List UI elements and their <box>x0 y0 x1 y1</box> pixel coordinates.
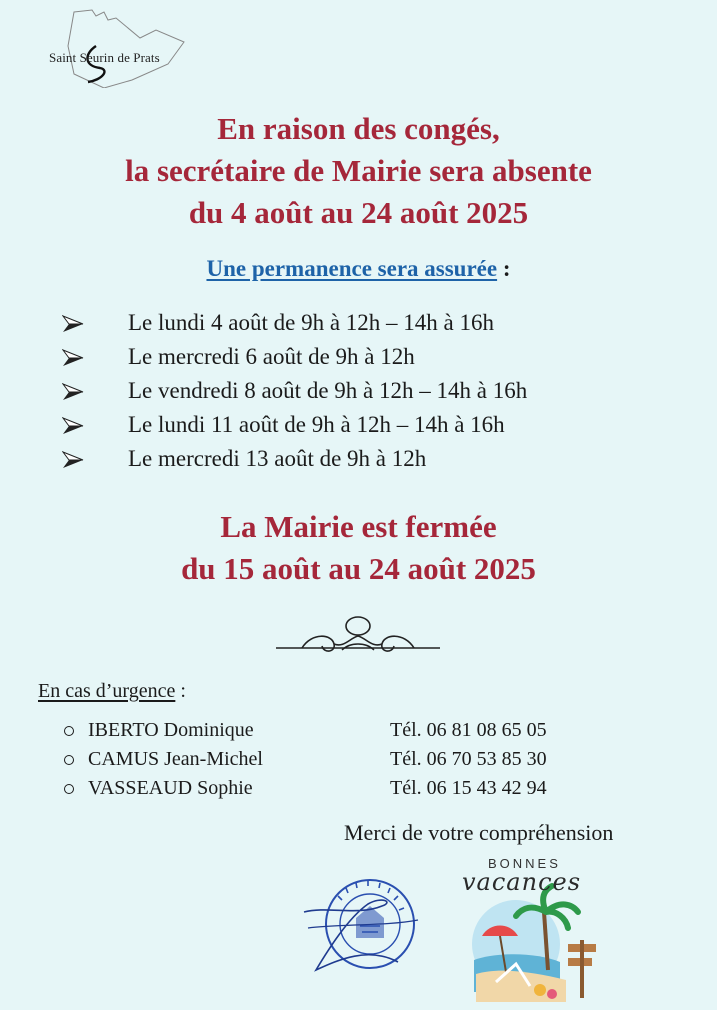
permanence-heading <box>0 256 717 282</box>
list-item <box>60 442 700 476</box>
closure-line: La Mairie est fermée <box>220 509 497 544</box>
schedule-text: Le mercredi 13 août de 9h à 12h <box>128 446 427 471</box>
schedule-text: Le vendredi 8 août de 9h à 12h – 14h à 16h <box>128 378 528 403</box>
contact-phone: Tél. 06 70 53 85 30 <box>390 748 547 770</box>
arrowhead-bullet-icon <box>62 451 84 469</box>
logo-text: Saint Seurin de Prats <box>49 50 160 65</box>
title-line: En raison des congés, <box>217 111 500 146</box>
list-item <box>60 340 700 374</box>
contact-list <box>60 716 680 803</box>
urgence-heading-label: En cas d’urgence <box>38 680 176 702</box>
contact-name: IBERTO Dominique <box>88 719 254 741</box>
arrowhead-bullet-icon <box>62 349 84 367</box>
circle-bullet-icon <box>64 755 74 765</box>
list-item <box>60 306 700 340</box>
circle-bullet-icon <box>64 726 74 736</box>
arrowhead-bullet-icon <box>62 315 84 333</box>
contact-phone: Tél. 06 15 43 42 94 <box>390 777 547 799</box>
urgence-heading-colon: : <box>175 680 186 702</box>
title-line: du 4 août au 24 août 2025 <box>188 195 529 230</box>
contact-name: CAMUS Jean-Michel <box>88 748 263 770</box>
schedule-text: Le mercredi 6 août de 9h à 12h <box>128 344 415 369</box>
list-item <box>60 408 700 442</box>
urgence-heading <box>38 680 186 703</box>
bonnes-text: BONNES <box>488 856 561 871</box>
contact-phone: Tél. 06 81 08 65 05 <box>390 719 547 741</box>
ornament-divider-icon <box>272 612 444 658</box>
circle-bullet-icon <box>64 784 74 794</box>
thanks-text: Merci de votre compréhension <box>344 820 614 845</box>
commune-outline-icon <box>44 8 204 88</box>
closure-line: du 15 août au 24 août 2025 <box>181 551 536 586</box>
title-line: la secrétaire de Mairie sera absente <box>125 153 592 188</box>
arrowhead-bullet-icon <box>62 417 84 435</box>
list-item <box>60 745 680 774</box>
mairie-stamp-icon <box>298 866 428 996</box>
commune-logo <box>44 8 204 88</box>
schedule-text: Le lundi 4 août de 9h à 12h – 14h à 16h <box>128 310 495 335</box>
list-item <box>60 716 680 745</box>
contact-name: VASSEAUD Sophie <box>88 777 253 799</box>
permanence-heading-label: Une permanence sera assurée <box>206 256 498 281</box>
permanence-heading-colon: : <box>497 256 511 281</box>
arrowhead-bullet-icon <box>62 383 84 401</box>
vacances-text: vacances <box>462 868 582 896</box>
list-item <box>60 774 680 803</box>
absence-title <box>0 108 717 234</box>
list-item <box>60 374 700 408</box>
permanence-list <box>60 306 700 476</box>
closure-title <box>0 506 717 590</box>
schedule-text: Le lundi 11 août de 9h à 12h – 14h à 16h <box>128 412 505 437</box>
